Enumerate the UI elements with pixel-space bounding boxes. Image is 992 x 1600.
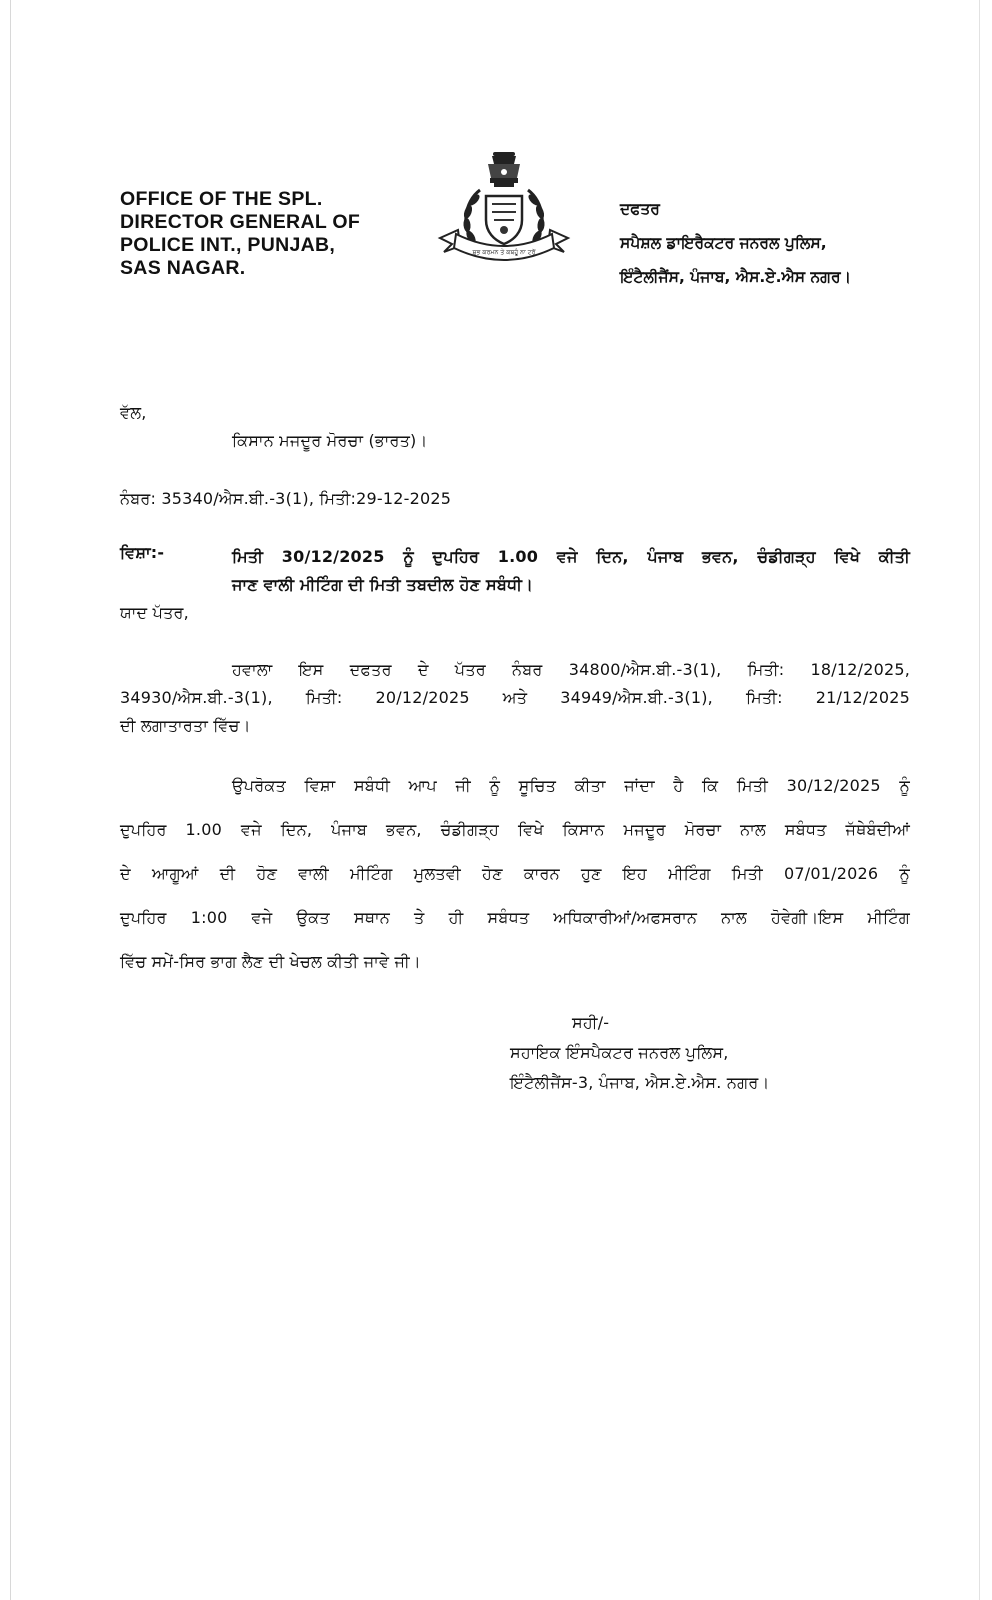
office-pa-line: ਇੰਟੈਲੀਜੈਂਸ, ਪੰਜਾਬ, ਐਸ.ਏ.ਐਸ ਨਗਰ। [620, 268, 852, 286]
paragraph-line: ਦੁਪਹਿਰ 1.00 ਵਜੇ ਦਿਨ, ਪੰਜਾਬ ਭਵਨ, ਚੰਡੀਗੜ੍ਹ ਵਿਖੇ ਕਿਸਾਨ ਮਜਦੂਰ ਮੋਰਚਾ ਨਾਲ ਸਬੰਧਤ ਜੱਥੇਬੰਦੀਆਂ [120, 820, 910, 839]
office-header-punjabi [620, 192, 960, 294]
emblem-motto: ਸ਼ੁਭ ਕਰਮਨ ਤੇ ਕਬਹੂੰ ਨਾ ਟਰੋਂ [472, 249, 536, 256]
subject-label: ਵਿਸ਼ਾ:- [120, 543, 165, 562]
paragraph-line: ਦੁਪਹਿਰ 1:00 ਵਜੇ ਉਕਤ ਸਥਾਨ ਤੇ ਹੀ ਸਬੰਧਤ ਅਧਿਕਾਰੀਆਂ/ਅਫਸਰਾਨ ਨਾਲ ਹੋਵੇਗੀ।ਇਸ ਮੀਟਿੰਗ [120, 908, 910, 927]
office-pa-line: ਸਪੈਸ਼ਲ ਡਾਇਰੈਕਟਰ ਜਨਰਲ ਪੁਲਿਸ, [620, 234, 827, 252]
signature-office: ਇੰਟੈਲੀਜੈਂਸ-3, ਪੰਜਾਬ, ਐਸ.ਏ.ਐਸ. ਨਗਰ। [510, 1073, 770, 1092]
office-header-english [120, 188, 410, 280]
office-en-line: DIRECTOR GENERAL OF [120, 211, 361, 233]
recipient: ਕਿਸਾਨ ਮਜਦੂਰ ਮੋਰਚਾ (ਭਾਰਤ)। [232, 431, 428, 450]
punjab-police-emblem-icon [436, 150, 572, 274]
paragraph-line: ਹਵਾਲਾ ਇਸ ਦਫਤਰ ਦੇ ਪੱਤਰ ਨੰਬਰ 34800/ਐਸ.ਬੀ.-3(1), ਮਿਤੀ: 18/12/2025, [232, 660, 910, 679]
memo-label: ਯਾਦ ਪੱਤਰ, [120, 603, 189, 622]
signature-designation: ਸਹਾਇਕ ਇੰਸਪੈਕਟਰ ਜਨਰਲ ਪੁਲਿਸ, [510, 1043, 729, 1062]
office-pa-line: ਦਫਤਰ [620, 200, 660, 218]
to-label: ਵੱਲ, [120, 403, 147, 422]
signature-block [510, 1008, 769, 1098]
main-paragraph [120, 764, 910, 984]
reference-number: ਨੰਬਰ: 35340/ਐਸ.ਬੀ.-3(1), ਮਿਤੀ:29-12-2025 [120, 489, 452, 508]
subject-text [232, 543, 910, 599]
office-en-line: SAS NAGAR. [120, 257, 246, 279]
subject-line: ਮਿਤੀ 30/12/2025 ਨੂੰ ਦੁਪਹਿਰ 1.00 ਵਜੇ ਦਿਨ, ਪੰਜਾਬ ਭਵਨ, ਚੰਡੀਗੜ੍ਹ ਵਿਖੇ ਕੀਤੀ [232, 547, 910, 566]
reference-paragraph [120, 656, 910, 740]
paragraph-line: ਦੀ ਲਗਾਤਾਰਤਾ ਵਿੱਚ। [120, 716, 251, 735]
subject-line: ਜਾਣ ਵਾਲੀ ਮੀਟਿੰਗ ਦੀ ਮਿਤੀ ਤਬਦੀਲ ਹੋਣ ਸਬੰਧੀ। [232, 575, 534, 594]
paragraph-line: 34930/ਐਸ.ਬੀ.-3(1), ਮਿਤੀ: 20/12/2025 ਅਤੇ 34949/ਐਸ.ਬੀ.-3(1), ਮਿਤੀ: 21/12/2025 [120, 688, 910, 707]
office-en-line: POLICE INT., PUNJAB, [120, 234, 336, 256]
signature-sahi: ਸਹੀ/- [572, 1013, 610, 1032]
paragraph-line: ਉਪਰੋਕਤ ਵਿਸ਼ਾ ਸਬੰਧੀ ਆਪ ਜੀ ਨੂੰ ਸੂਚਿਤ ਕੀਤਾ ਜਾਂਦਾ ਹੈ ਕਿ ਮਿਤੀ 30/12/2025 ਨੂੰ [232, 776, 910, 795]
paragraph-line: ਦੇ ਆਗੂਆਂ ਦੀ ਹੋਣ ਵਾਲੀ ਮੀਟਿੰਗ ਮੁਲਤਵੀ ਹੋਣ ਕਾਰਨ ਹੁਣ ਇਹ ਮੀਟਿੰਗ ਮਿਤੀ 07/01/2026 ਨੂੰ [120, 864, 910, 883]
paragraph-line: ਵਿੱਚ ਸਮੇਂ-ਸਿਰ ਭਾਗ ਲੈਣ ਦੀ ਖੇਚਲ ਕੀਤੀ ਜਾਵੇ ਜੀ। [120, 952, 421, 971]
office-en-line: OFFICE OF THE SPL. [120, 188, 323, 210]
